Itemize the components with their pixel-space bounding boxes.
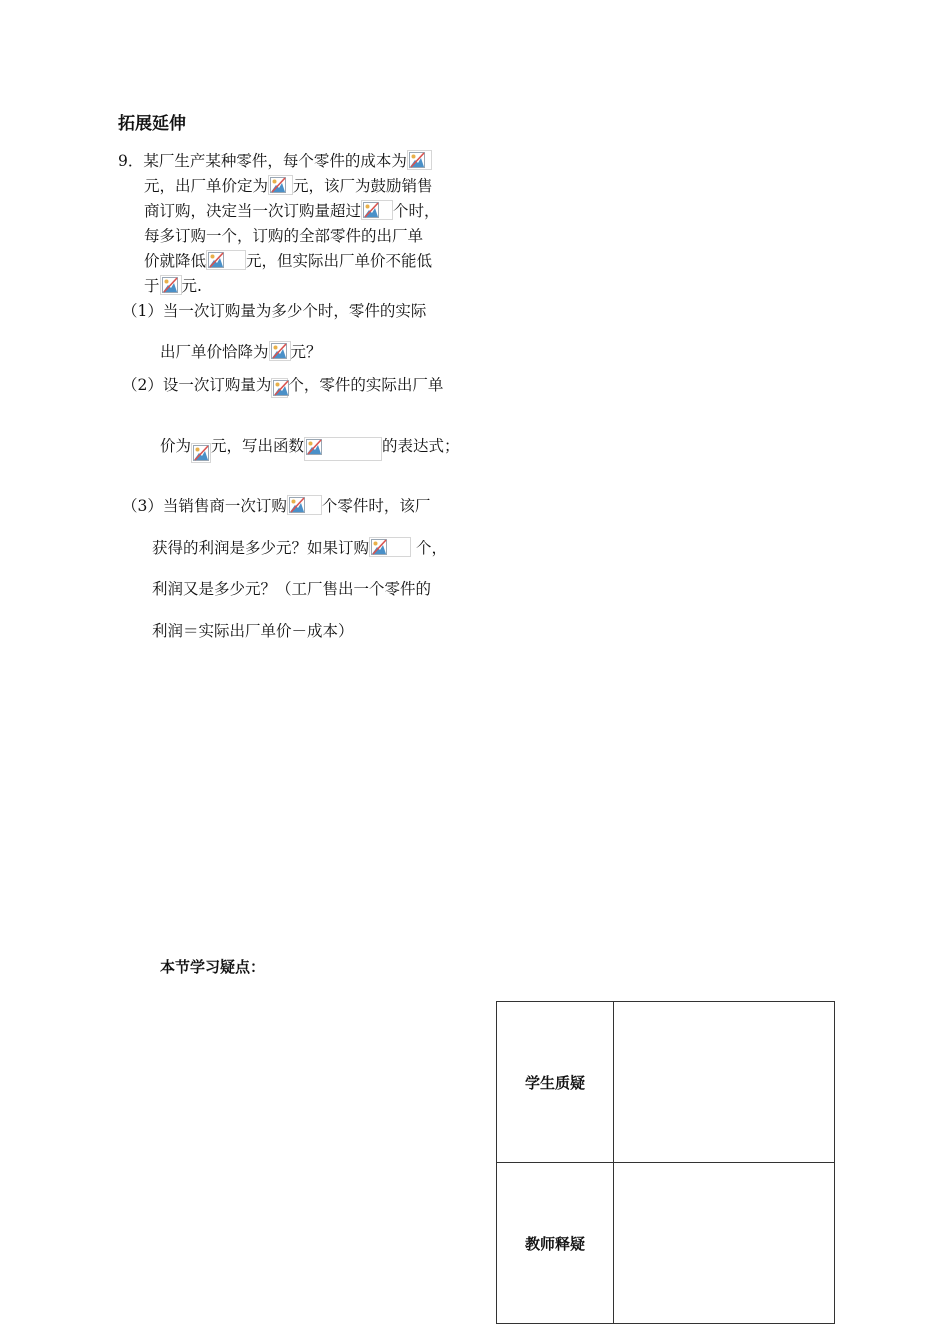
broken-image-icon: [268, 175, 293, 195]
question-1-line-1: （1）当一次订购量为多少个时，零件的实际: [122, 302, 427, 320]
problem-line-4: 每多订购一个，订购的全部零件的出厂单: [144, 227, 424, 245]
table-row: [497, 1163, 835, 1324]
problem-number: 9．: [118, 152, 144, 170]
problem-line-6: 于 元.: [144, 277, 202, 295]
section-title: 拓展延伸: [118, 114, 186, 134]
problem-line-3: 商订购，决定当一次订购量超过 个时，: [144, 202, 440, 220]
broken-image-icon: [361, 200, 393, 220]
doubts-title: 本节学习疑点：: [160, 958, 266, 976]
broken-image-icon: [271, 378, 288, 398]
broken-image-icon: [304, 437, 382, 461]
teacher-answer-cell[interactable]: [614, 1163, 835, 1324]
broken-image-icon: [269, 341, 291, 361]
question-3-line-3: 利润又是多少元？（工厂售出一个零件的: [152, 580, 432, 598]
question-3-line-2: 获得的利润是多少元？如果订购 个，: [152, 539, 447, 557]
student-question-label: 学生质疑: [497, 1002, 614, 1163]
broken-image-icon: [287, 495, 322, 515]
broken-image-icon: [160, 275, 182, 295]
question-2-line-1: （2）设一次订购量为 个，零件的实际出厂单: [122, 375, 443, 398]
problem-line-1: 9．某厂生产某种零件，每个零件的成本为: [118, 150, 432, 171]
table-row: [497, 1002, 835, 1163]
student-question-cell[interactable]: [614, 1002, 835, 1163]
teacher-answer-label: 教师释疑: [497, 1163, 614, 1324]
broken-image-icon: [369, 537, 411, 557]
broken-image-icon: [407, 150, 432, 170]
problem-line-5: 价就降低 元，但实际出厂单价不能低: [144, 252, 433, 270]
question-3-line-1: （3）当销售商一次订购 个零件时，该厂: [122, 497, 431, 515]
broken-image-icon: [206, 250, 246, 270]
question-1-line-2: 出厂单价恰降为 元？: [160, 343, 322, 361]
broken-image-icon: [191, 443, 211, 463]
problem-line-2: 元，出厂单价定为 元，该厂为鼓励销售: [144, 177, 433, 195]
question-3-line-4: 利润＝实际出厂单价－成本）: [152, 622, 354, 640]
qa-table: [496, 1001, 835, 1324]
question-2-line-2: 价为 元，写出函数 的表达式；: [160, 436, 460, 463]
